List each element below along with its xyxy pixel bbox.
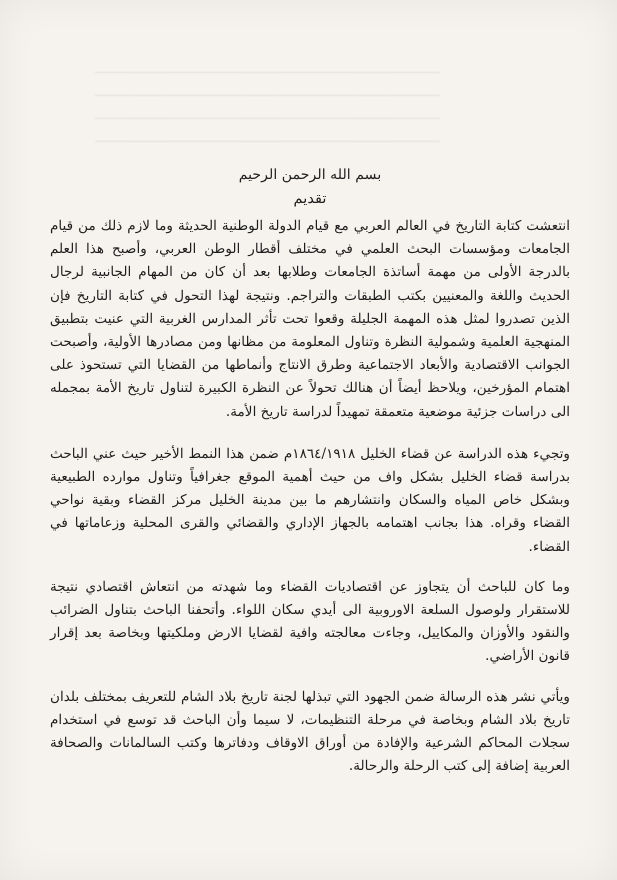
document-body <box>50 163 570 795</box>
section-heading: تقديم <box>293 190 327 207</box>
paragraph-4: ويأتي نشر هذه الرسالة ضمن الجهود التي تبذلها لجنة تاريخ بلاد الشام للتعريف بمختلف بلدان تاريخ بلاد الشام وبخاصة في مرحلة التنظيمات، لا سيما وأن الباحث قد توسع في استخدام سجلات المحاكم الشرعية والإفادة من أوراق الاوقاف ودفاترها وكتب السالمانات والصحافة العربية إضافة إلى كتب الرحلة والرحالة. <box>50 688 570 775</box>
paragraph-3: وما كان للباحث أن يتجاوز عن اقتصاديات القضاء وما شهدته من انتعاش اقتصادي نتيجة للاستقرار ولوصول السلعة الاوروبية الى أيدي سكان اللواء. وأتحفنا الباحث بتناول الضرائب والنقود والأوزان والمكاييل، وجاءت معالجته وافية لقضايا الارض وملكيتها وبخاصة بعد إقرار قانون الأراضي. <box>50 578 570 665</box>
paragraph-2: وتجيء هذه الدراسة عن قضاء الخليل ١٨٦٤/١٩١٨م ضمن هذا النمط الأخير حيث عني الباحث بدراسة قضاء الخليل بشكل واف من حيث أهمية الموقع جغرافياً وتناول موارده الطبيعية وبشكل خاص المياه والسكان وانتشارهم ما بين مدينة الخليل مركز القضاء وبقية نواحي القضاء وقراه. هذا بجانب اهتمامه بالجهاز الإداري والقضائي والقرى المحلية وزعاماتها في القضاء. <box>50 445 570 555</box>
paragraph-1: انتعشت كتابة التاريخ في العالم العربي مع قيام الدولة الوطنية الحديثة وما لازم ذلك من قيام الجامعات ومؤسسات البحث العلمي في مختلف أقطار الوطن العربي، وأصبح هذا العلم بالدرجة الأولى من مهمة أساتذة الجامعات وطلابها بعد أن كان من المهام الجانبية لرجال الحديث واللغة والمعنيين بكتب الطبقات والتراجم. ونتيجة لهذا التحول في كتابة التاريخ فإن الذين تصدروا لمثل هذه المهمة الجليلة وقعوا تحت تأثر المدارس الغربية التي عنيت بتطبيق المنهجية العلمية وشمولية النظرة وتناول المعلومة من مظانها ومن مصادرها الأولية، وأصبحت الجوانب الاقتصادية والأبعاد الاجتماعية وطرق الانتاج وأنماطها من القضايا التي تستحوذ على اهتمام المؤرخين، ويلاحظ أيضاً أن هنالك تحولاً عن النظرة الكبيرة لتناول تاريخ الأمة بمجمله الى دراسات جزئية موضعية متعمقة تمهيداً لدراسة تاريخ الأمة. <box>50 218 570 420</box>
basmala: بسم الله الرحمن الرحيم <box>238 167 382 183</box>
show-through-text: ــــــــــــــــــــــــــــــــــــــــــــــــــــــــــــــــــــــــــــــــــــــــــــــــــ ــــــــــــــــــــــــــــــــــــــــــــــــــــــــــــــــــــــــــــــــــــــــــــــــــ ــــــــــــــــــــــــــــــــــــــــــــــــــــــــــــــــــــــــــــــــــــــــــــــــــ ــــــــــــــــــــــــــــــــــــــــــــــــــــــــــــــــــــــــــــــــــــــــــــــــــ <box>95 62 440 145</box>
